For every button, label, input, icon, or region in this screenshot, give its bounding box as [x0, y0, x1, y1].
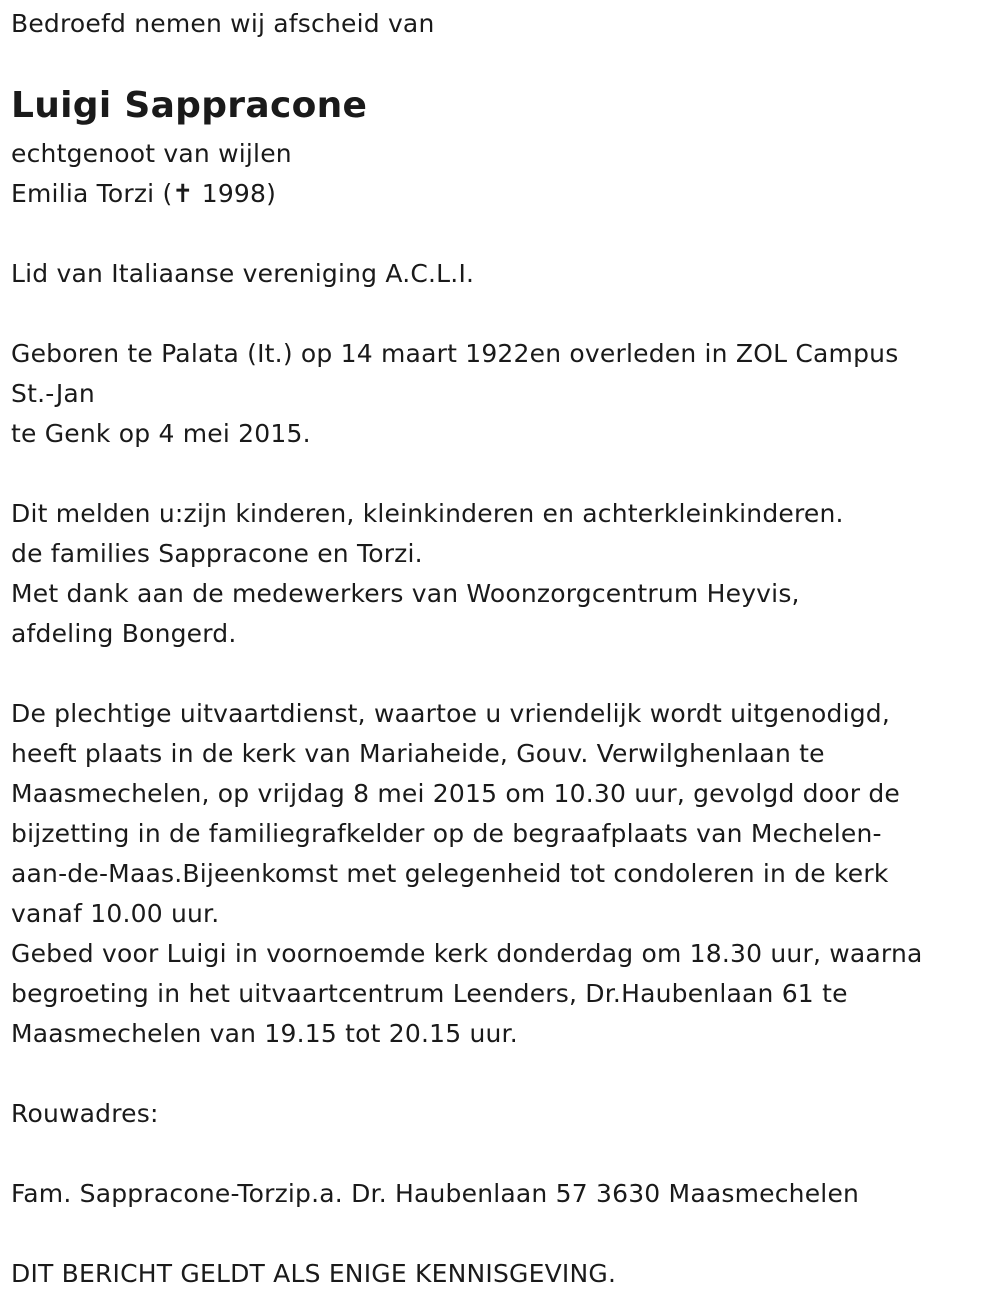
notice-text: DIT BERICHT GELDT ALS ENIGE KENNISGEVING. [11, 1259, 617, 1288]
spouse-line-1: echtgenoot van wijlen [11, 139, 292, 168]
address-text: Fam. Sappracone-Torzip.a. Dr. Haubenlaan 57 3630 Maasmechelen [11, 1179, 860, 1208]
funeral-line: heeft plaats in de kerk van Mariaheide, Gouv. Verwilghenlaan te [11, 739, 825, 768]
deceased-name: Luigi Sappracone [11, 85, 368, 126]
birth-death-line: te Genk op 4 mei 2015. [11, 419, 311, 448]
funeral-line: begroeting in het uitvaartcentrum Leenders, Dr.Haubenlaan 61 te [11, 979, 848, 1008]
birth-death-line: St.-Jan [11, 379, 95, 408]
funeral-line: bijzetting in de familiegrafkelder op de begraafplaats van Mechelen- [11, 819, 882, 848]
funeral-line: Maasmechelen, op vrijdag 8 mei 2015 om 10.30 uur, gevolgd door de [11, 779, 901, 808]
birth-death-line: Geboren te Palata (It.) op 14 maart 1922en overleden in ZOL Campus [11, 339, 899, 368]
funeral-line: vanaf 10.00 uur. [11, 899, 220, 928]
funeral-line: De plechtige uitvaartdienst, waartoe u vriendelijk wordt uitgenodigd, [11, 699, 890, 728]
announcers-line: Dit melden u:zijn kinderen, kleinkinderen en achterkleinkinderen. [11, 499, 844, 528]
announcers-line: de families Sappracone en Torzi. [11, 539, 423, 568]
address-label: Rouwadres: [11, 1099, 159, 1128]
membership-text: Lid van Italiaanse vereniging A.C.L.I. [11, 259, 475, 288]
announcers-line: Met dank aan de medewerkers van Woonzorgcentrum Heyvis, [11, 579, 800, 608]
intro-text: Bedroefd nemen wij afscheid van [11, 9, 435, 38]
spouse-line-2: Emilia Torzi (✝ 1998) [11, 179, 277, 208]
funeral-line: Maasmechelen van 19.15 tot 20.15 uur. [11, 1019, 518, 1048]
funeral-line: Gebed voor Luigi in voornoemde kerk donderdag om 18.30 uur, waarna [11, 939, 923, 968]
funeral-line: aan-de-Maas.Bijeenkomst met gelegenheid tot condoleren in de kerk [11, 859, 889, 888]
announcers-line: afdeling Bongerd. [11, 619, 237, 648]
